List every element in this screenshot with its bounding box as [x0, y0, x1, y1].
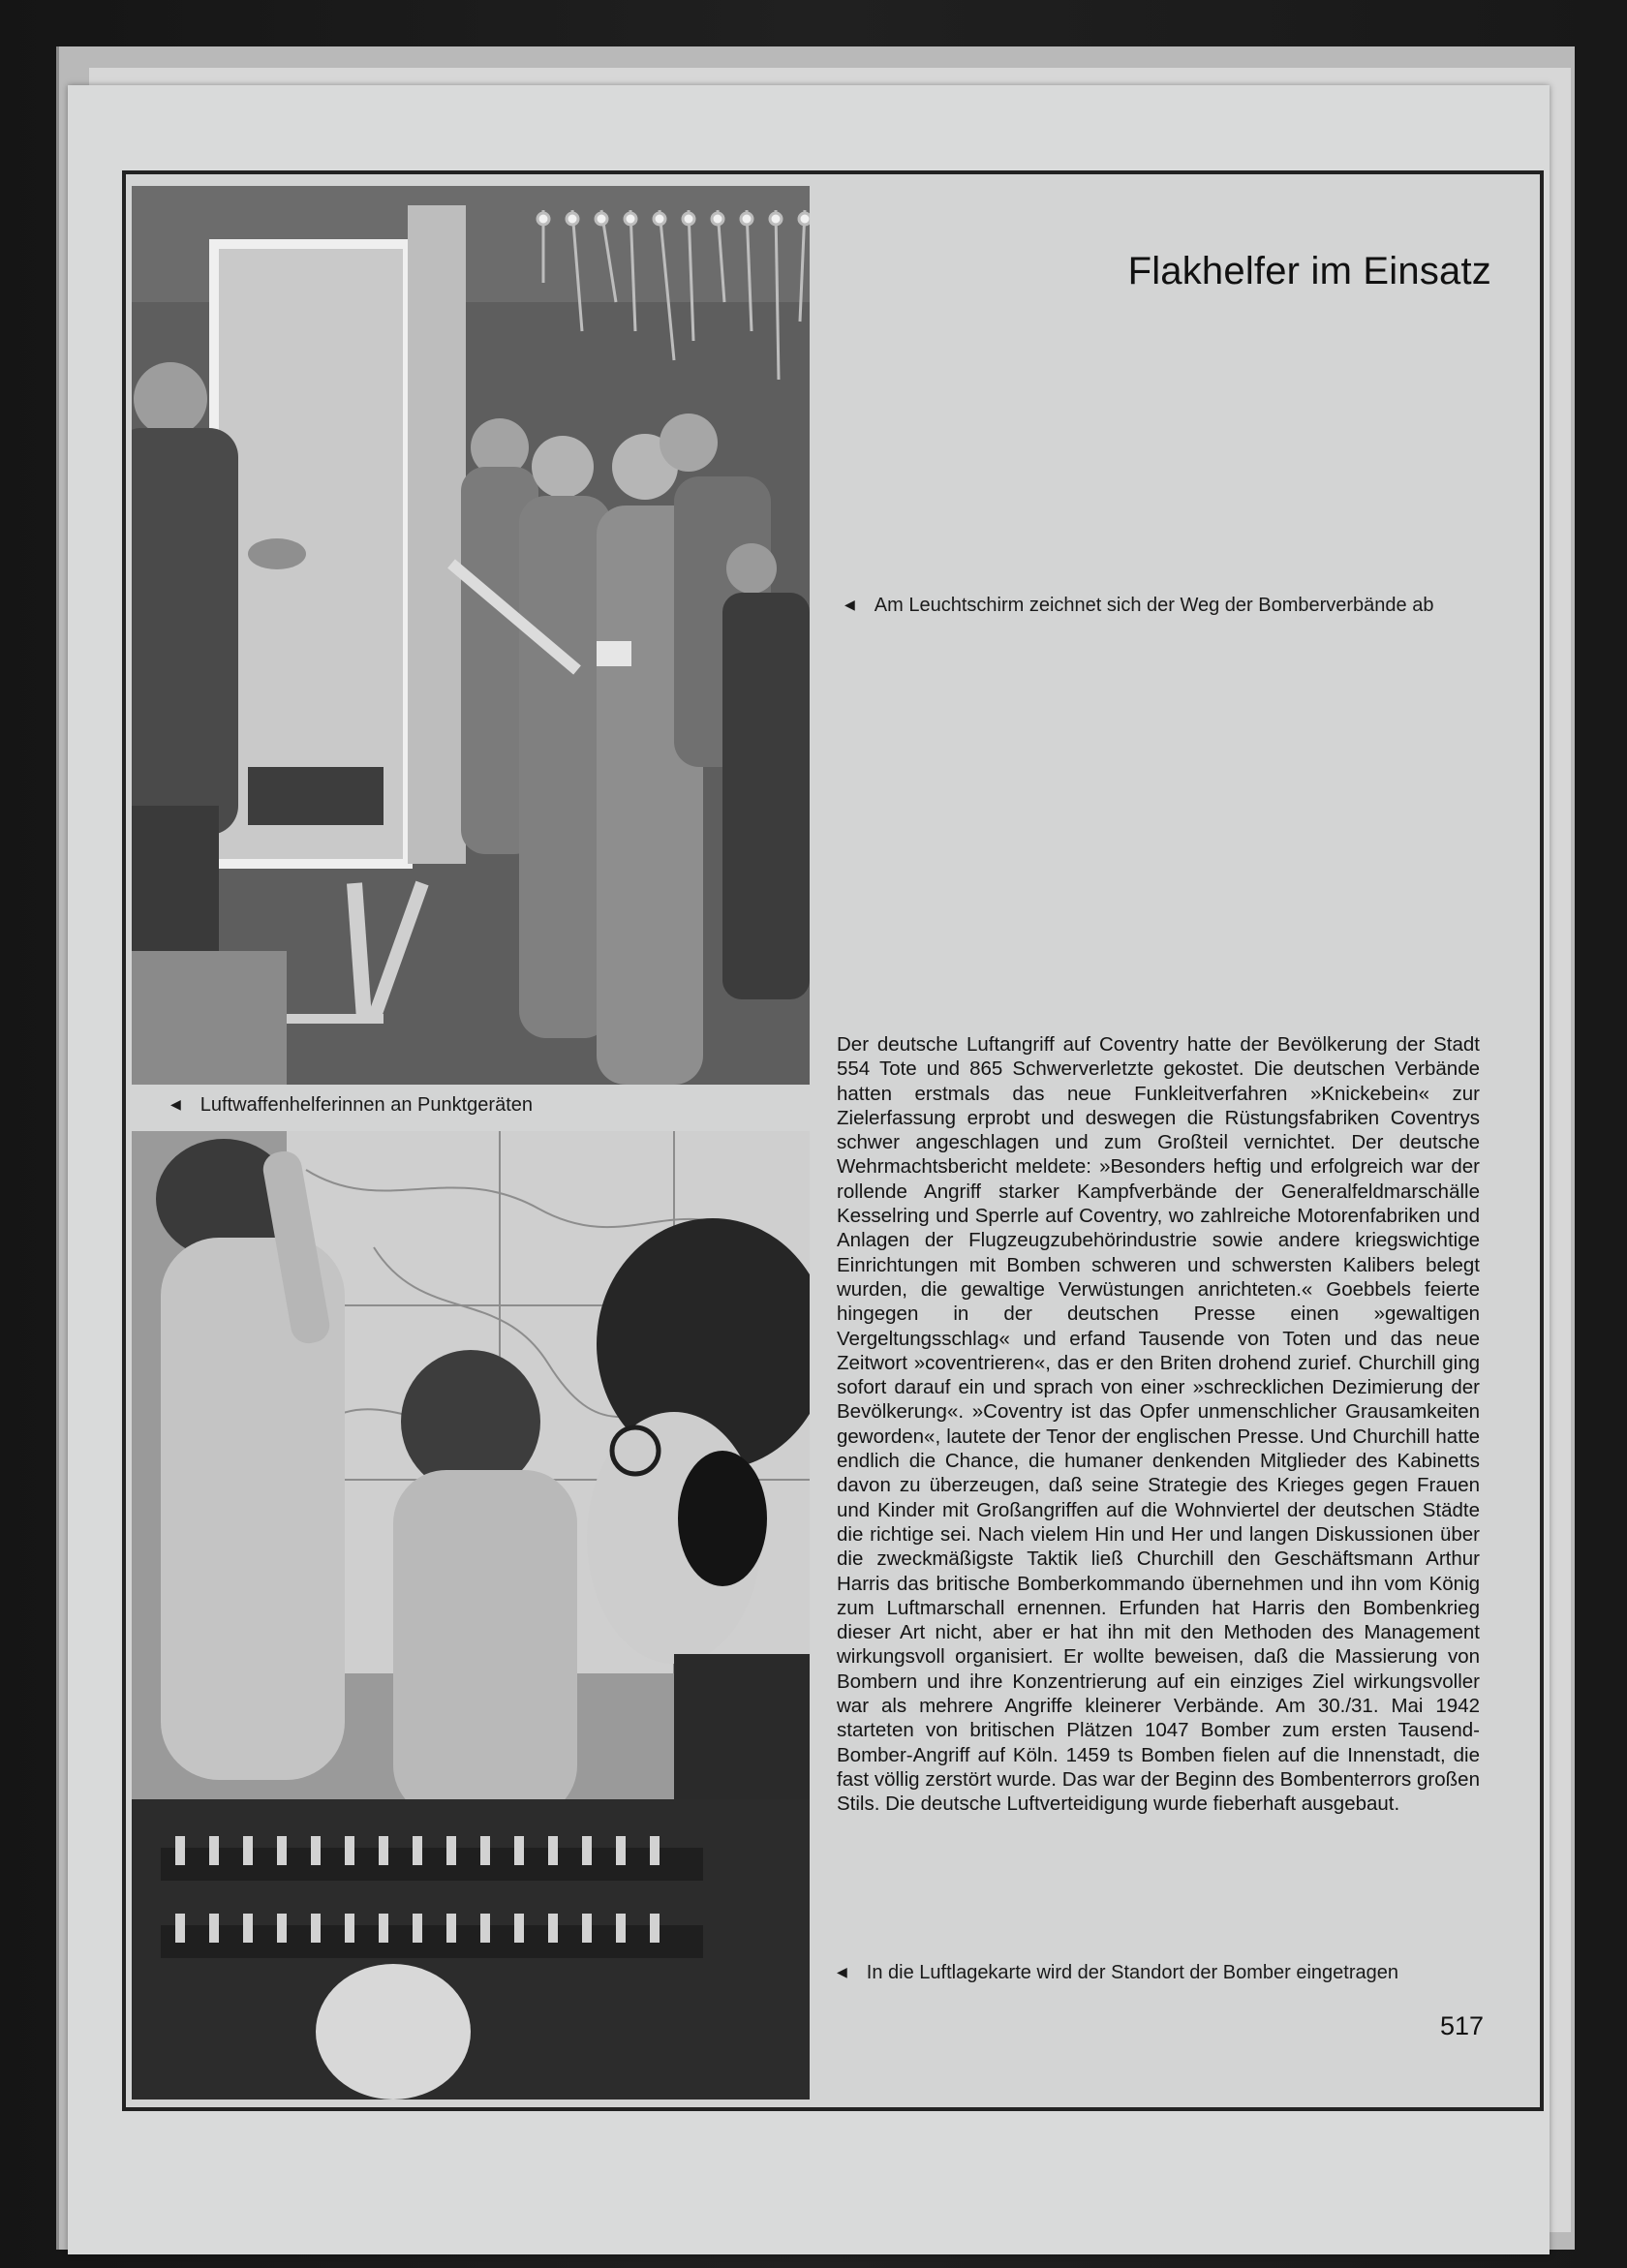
caption-plotting-screen-text: Am Leuchtschirm zeichnet sich der Weg der Bomberverbände ab [874, 595, 1434, 616]
photo-plotting-screen-illustration [132, 186, 810, 1085]
caption-plotting-screen [844, 595, 1433, 617]
telephone-receiver [678, 1451, 767, 1586]
article-body: Der deutsche Luftangriff auf Coventry hatte der Bevölkerung der Stadt 554 Tote und 865 Schwerverletzte gekostet. Die deutschen Verbände hatten erstmals das neue Funkleitverfahren »Knickebein« zur Zielerfassung erprobt und deswegen die Rüstungsfabriken Coventrys schwer angeschlagen und zum Großteil vernichtet. Der deutsche Wehrmachtsbericht meldete: »Besonders heftig und erfolgreich war der rollende Angriff starker Kampfverbände der Generalfeldmarschälle Kesselring und Sperrle auf Coventry, wo zahlreiche Motorenfabriken und Anlagen der Flugzeugzubehörindustrie sowie andere kriegswichtige Einrichtungen mit Bomben schweren und schwersten Kalibers belegt wurden, die gewaltige Verwüstungen anrichteten.« Goebbels feierte hingegen in der deutschen Presse einen »gewaltigen Vergeltungsschlag« und erfand Tausende von Toten und das neue Zeitwort »coventrieren«, das er den Briten drohend zurief. Churchill ging sofort darauf ein und sprach von einer »schrecklichen Dezimierung der Bevölkerung«. »Coventry ist das Opfer unmenschlicher Grausamkeiten geworden«, lautete der Tenor der englischen Presse. Und Churchill hatte endlich die Chance, die humaner denkenden Mitglieder des Kabinetts davon zu überzeugen, daß seine Strategie des Krieges gegen Frauen und Kinder mit Großangriffen auf die Wohnviertel der deutschen Städte die richtige sei. Nach vielem Hin und Her und langen Diskussionen über die zweckmäßigste Taktik ließ Churchill den Geschäftsmann Arthur Harris das britische Bomberkommando übernehmen und ihn vom König zum Luftmarschall ernennen. Erfunden hat Harris den Bombenkrieg dieser Art nicht, aber er hat ihn mit den Methoden des Management wirkungsvoll organisiert. Er wollte beweisen, daß die Massierung von Bombern und ihre Konzentrierung auf ein einziges Ziel wirkungsvoller war als mehrere Angriffe kleinerer Verbände. Am 30./31. Mai 1942 starteten von britischen Plätzen 1047 Bomber zum ersten Tausend-Bomber-Angriff auf Köln. 1459 ts Bomben fielen auf die Innenstadt, die fast völlig zerstört wurde. Das war der Beginn des Bombenterrors großen Stils. Die deutsche Luftverteidigung wurde fieberhaft ausgebaut. [837, 1033, 1480, 1816]
left-triangle-icon: ◀ [837, 1964, 847, 1979]
photo-map-helpers [132, 1131, 810, 2099]
caption-map-helpers [170, 1094, 533, 1117]
switchboard [132, 1799, 810, 2099]
caption-situation-map-text: In die Luftlagekarte wird der Standort der Bomber eingetragen [866, 1962, 1398, 1983]
photo-plotting-screen [132, 186, 810, 1085]
photo-map-helpers-illustration [132, 1131, 810, 2099]
left-triangle-icon: ◀ [844, 597, 855, 612]
hand [316, 1964, 471, 2099]
page-headline: Flakhelfer im Einsatz [1127, 250, 1491, 292]
caption-map-helpers-text: Luftwaffenhelferinnen an Punktgeräten [200, 1094, 534, 1116]
caption-situation-map [837, 1962, 1398, 1984]
page-number: 517 [1439, 2011, 1484, 2040]
left-triangle-icon: ◀ [170, 1096, 181, 1112]
